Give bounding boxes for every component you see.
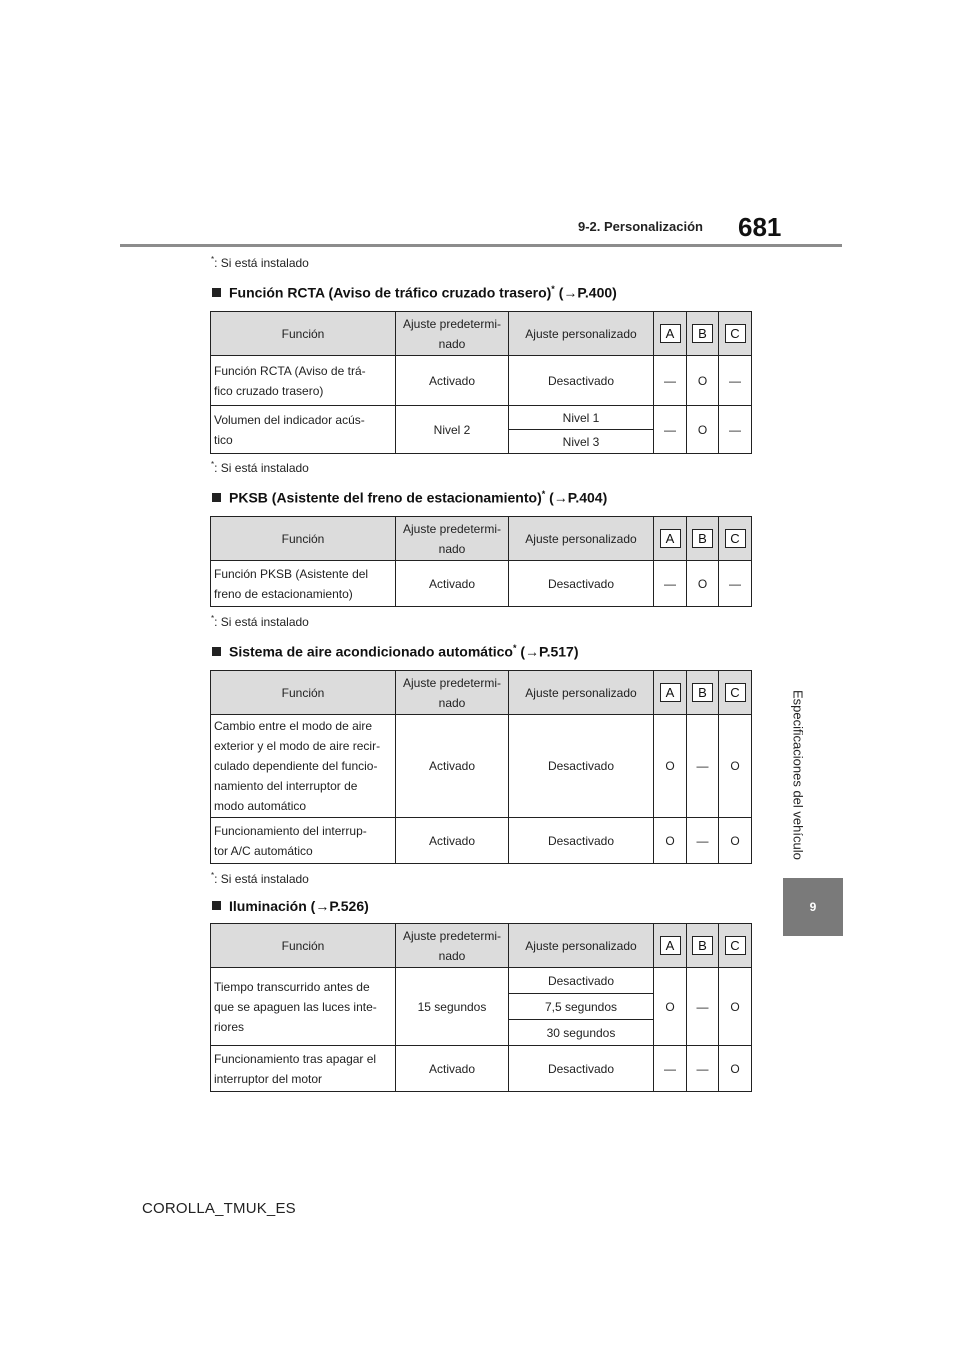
cell-c: O (719, 818, 752, 864)
section-header: 9-2. Personalización (578, 219, 703, 234)
cell-funcion: Cambio entre el modo de aire exterior y el modo de aire recir- culado dependiente del funcio- namiento del interruptor de modo automático (211, 715, 396, 818)
col-header-b: B (687, 671, 719, 715)
table-row (211, 406, 752, 430)
col-header-funcion: Función (211, 671, 396, 715)
col-header-custom: Ajuste personalizado (509, 671, 654, 715)
footnote: *: Si está instalado (211, 871, 309, 886)
side-chapter-label: Especificaciones del vehículo (790, 690, 806, 860)
col-header-funcion: Función (211, 312, 396, 356)
cell-default: Activado (396, 561, 509, 607)
bullet-square-icon (212, 901, 221, 910)
settings-table-ac (210, 670, 752, 864)
footnote: *: Si está instalado (211, 460, 309, 475)
cell-funcion: Funcionamiento tras apagar el interruptor del motor (211, 1046, 396, 1092)
cell-default: Activado (396, 1046, 509, 1092)
cell-funcion: Función RCTA (Aviso de trá- fico cruzado trasero) (211, 356, 396, 406)
cell-custom: Nivel 3 (509, 430, 654, 454)
col-header-a: A (654, 517, 687, 561)
cell-b: O (687, 406, 719, 454)
cell-custom: Desactivado (509, 968, 654, 994)
col-header-funcion: Función (211, 924, 396, 968)
cell-c: — (719, 561, 752, 607)
col-header-a: A (654, 671, 687, 715)
cell-custom: Nivel 1 (509, 406, 654, 430)
table-row (211, 561, 752, 607)
col-header-default: Ajuste predetermi- nado (396, 312, 509, 356)
cell-default: Activado (396, 356, 509, 406)
col-header-custom: Ajuste personalizado (509, 312, 654, 356)
cell-custom: Desactivado (509, 818, 654, 864)
settings-table-rcta (210, 311, 752, 454)
cell-b: — (687, 968, 719, 1046)
col-header-a: A (654, 924, 687, 968)
cell-default: Nivel 2 (396, 406, 509, 454)
header-rule (120, 244, 842, 247)
section-title-iluminacion: Iluminación (→P.526) (212, 898, 369, 914)
section-title-pksb: PKSB (Asistente del freno de estacionamiento)* (→P.404) (212, 489, 607, 506)
footnote: *: Si está instalado (211, 614, 309, 629)
table-header-row (211, 517, 752, 561)
cell-b: — (687, 818, 719, 864)
settings-table-iluminacion (210, 923, 752, 1092)
cell-a: — (654, 356, 687, 406)
cell-a: O (654, 818, 687, 864)
cell-b: O (687, 356, 719, 406)
table-row (211, 356, 752, 406)
col-header-c: C (719, 312, 752, 356)
cell-funcion: Función PKSB (Asistente del freno de estacionamiento) (211, 561, 396, 607)
settings-table-pksb (210, 516, 752, 607)
cell-a: — (654, 1046, 687, 1092)
table-header-row (211, 924, 752, 968)
table-row (211, 715, 752, 818)
col-header-default: Ajuste predetermi- nado (396, 517, 509, 561)
table-row (211, 968, 752, 994)
col-header-custom: Ajuste personalizado (509, 924, 654, 968)
cell-custom: Desactivado (509, 1046, 654, 1092)
cell-a: — (654, 561, 687, 607)
cell-default: Activado (396, 818, 509, 864)
cell-c: O (719, 968, 752, 1046)
col-header-default: Ajuste predetermi- nado (396, 924, 509, 968)
cell-funcion: Tiempo transcurrido antes de que se apaguen las luces inte- riores (211, 968, 396, 1046)
col-header-custom: Ajuste personalizado (509, 517, 654, 561)
bullet-square-icon (212, 493, 221, 502)
table-row (211, 1046, 752, 1092)
col-header-default: Ajuste predetermi- nado (396, 671, 509, 715)
footnote: *: Si está instalado (211, 255, 309, 270)
cell-b: — (687, 1046, 719, 1092)
col-header-c: C (719, 671, 752, 715)
footer-doc-id: COROLLA_TMUK_ES (142, 1200, 296, 1217)
bullet-square-icon (212, 288, 221, 297)
cell-custom: 30 segundos (509, 1020, 654, 1046)
cell-funcion: Volumen del indicador acús- tico (211, 406, 396, 454)
col-header-b: B (687, 924, 719, 968)
cell-default: Activado (396, 715, 509, 818)
cell-custom: 7,5 segundos (509, 994, 654, 1020)
cell-b: O (687, 561, 719, 607)
col-header-b: B (687, 312, 719, 356)
col-header-b: B (687, 517, 719, 561)
col-header-funcion: Función (211, 517, 396, 561)
table-row (211, 818, 752, 864)
cell-c: O (719, 715, 752, 818)
cell-custom: Desactivado (509, 715, 654, 818)
table-header-row (211, 312, 752, 356)
cell-custom: Desactivado (509, 561, 654, 607)
cell-a: O (654, 968, 687, 1046)
chapter-tab: 9 (783, 878, 843, 936)
cell-a: — (654, 406, 687, 454)
page-number: 681 (738, 212, 782, 242)
cell-custom: Desactivado (509, 356, 654, 406)
cell-funcion: Funcionamiento del interrup- tor A/C automático (211, 818, 396, 864)
table-header-row (211, 671, 752, 715)
cell-c: O (719, 1046, 752, 1092)
bullet-square-icon (212, 647, 221, 656)
section-title-rcta: Función RCTA (Aviso de tráfico cruzado trasero)* (→P.400) (212, 284, 617, 301)
col-header-c: C (719, 924, 752, 968)
col-header-c: C (719, 517, 752, 561)
cell-c: — (719, 406, 752, 454)
cell-a: O (654, 715, 687, 818)
cell-c: — (719, 356, 752, 406)
col-header-a: A (654, 312, 687, 356)
cell-b: — (687, 715, 719, 818)
section-title-ac: Sistema de aire acondicionado automático* (→P.517) (212, 643, 578, 660)
cell-default: 15 segundos (396, 968, 509, 1046)
